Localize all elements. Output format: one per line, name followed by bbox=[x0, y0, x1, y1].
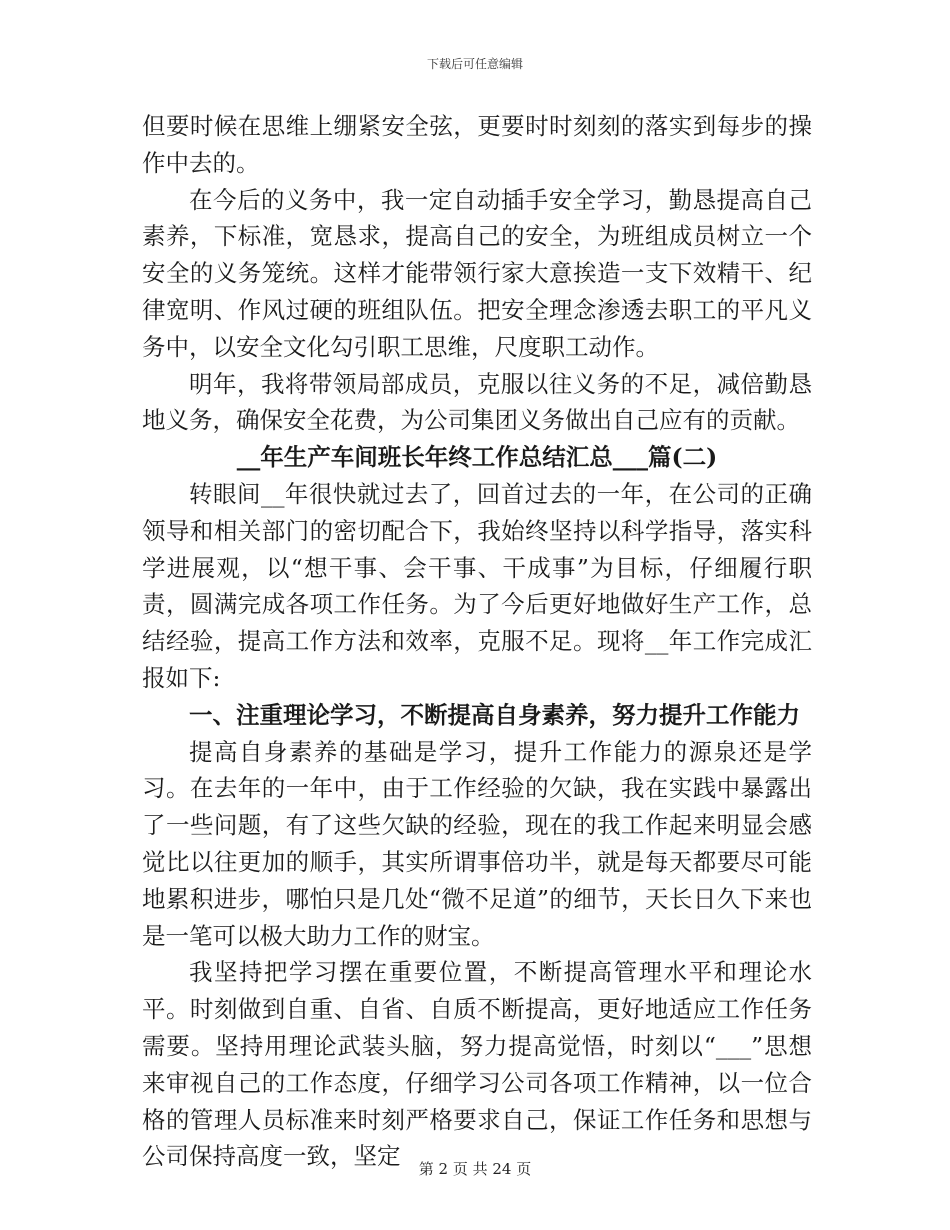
page-footer: 第 2 页 共 24 页 bbox=[418, 1160, 532, 1178]
paragraph-5: 提高自身素养的基础是学习，提升工作能力的源泉还是学习。在去年的一年中，由于工作经验的欠缺，我在实践中暴露出了一些问题，有了这些欠缺的经验，现在的我工作起来明显会感觉比以往更加的顺手，其实所谓事倍功半，就是每天都要尽可能地累积进步，哪怕只是几处“微不足道”的细节，天长日久下来也是一笔可以极大助力工作的财宝。 bbox=[142, 737, 812, 950]
section-title: __年生产车间班长年终工作总结汇总___篇(二) bbox=[236, 443, 718, 472]
document-body bbox=[142, 108, 812, 1175]
paragraph-1: 但要时候在思维上绷紧安全弦，更要时时刻刻的落实到每步的操作中去的。 bbox=[142, 112, 812, 177]
section-heading-1: 一、注重理论学习，不断提高自身素养，努力提升工作能力 bbox=[189, 700, 800, 729]
paragraph-4: 转眼间__年很快就过去了，回首过去的一年，在公司的正确领导和相关部门的密切配合下，我始终坚持以科学指导，落实科学进展观，以“想干事、会干事、干成事”为目标，仔细履行职责，圆满完成各项工作任务。为了今后更好地做好生产工作，总结经验，提高工作方法和效率，克服不足。现将__年工作完成汇报如下: bbox=[142, 479, 812, 692]
paragraph-3: 明年，我将带领局部成员，克服以往义务的不足，减倍勤恳地义务，确保安全花费，为公司集团义务做出自己应有的贡献。 bbox=[142, 369, 812, 435]
paragraph-2: 在今后的义务中，我一定自动插手安全学习，勤恳提高自己素养，下标准，宽恳求，提高自己的安全，为班组成员树立一个安全的义务笼统。这样才能带领行家大意挨造一支下效精干、纪律宽明、作风过硬的班组队伍。把安全理念渗透去职工的平凡义务中，以安全文化勾引职工思维，尺度职工动作。 bbox=[142, 185, 812, 361]
page-header: 下载后可任意编辑 bbox=[426, 57, 523, 71]
paragraph-6: 我坚持把学习摆在重要位置，不断提高管理水平和理论水平。时刻做到自重、自省、自质不断提高，更好地适应工作任务需要。坚持用理论武装头脑，努力提高觉悟，时刻以“___”思想来审视自己的工作态度，仔细学习公司各项工作精神，以一位合格的管理人员标准来时刻严格要求自己，保证工作任务和思想与公司保持高度一致，坚定 bbox=[142, 958, 812, 1171]
